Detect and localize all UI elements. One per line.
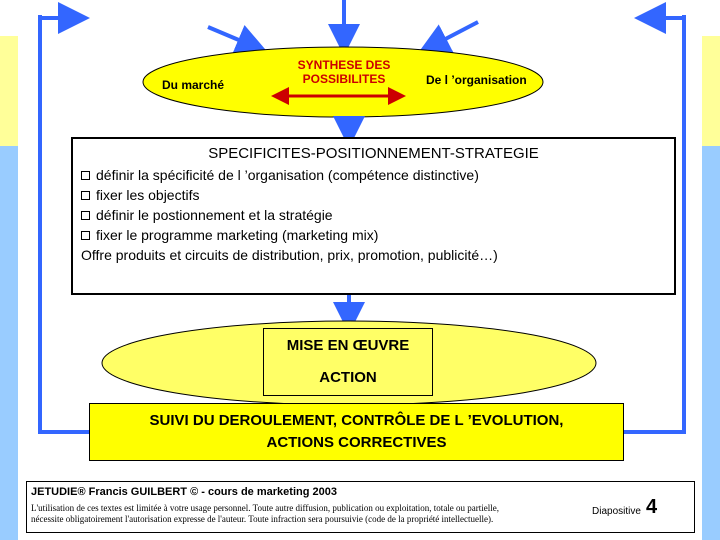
- label-de-organisation: De l ’organisation: [426, 73, 527, 87]
- spec-item-3: définir le postionnement et la stratégie: [81, 207, 333, 223]
- checkbox-bullet-icon: [81, 231, 90, 240]
- spec-title: SPECIFICITES-POSITIONNEMENT-STRATEGIE: [208, 145, 539, 162]
- mise-en-oeuvre-box: [263, 328, 433, 396]
- suivi-box: [89, 403, 624, 461]
- spec-item-4: fixer le programme marketing (marketing mix): [81, 227, 378, 243]
- spec-item-1: définir la spécificité de l ’organisation (compétence distinctive): [81, 167, 479, 183]
- top-arrow-left: [208, 27, 253, 46]
- checkbox-bullet-icon: [81, 171, 90, 180]
- label-du-marche: Du marché: [162, 78, 225, 92]
- suivi-line1: SUIVI DU DEROULEMENT, CONTRÔLE DE L ’EVOLUTION,: [149, 412, 564, 429]
- suivi-line2: ACTIONS CORRECTIVES: [266, 434, 447, 451]
- left-side-bar-bottom: [0, 146, 18, 540]
- spec-item-2: fixer les objectifs: [81, 187, 199, 203]
- footer-credit: JETUDIE® Francis GUILBERT © - cours de marketing 2003: [31, 486, 337, 498]
- mise-line1: MISE EN ŒUVRE: [286, 337, 410, 354]
- footer-legal-line1: L'utilisation de ces textes est limitée à votre usage personnel. Toute autre diffusion, publication ou exploitation, totale ou partielle,: [31, 503, 500, 513]
- checkbox-bullet-icon: [81, 191, 90, 200]
- footer-box: [26, 481, 695, 533]
- slide-number: 4: [646, 496, 658, 518]
- left-side-bar-top: [0, 36, 18, 146]
- footer-legal-line2: nécessite obligatoirement l'autorisation expresse de l'auteur. Toute infraction sera poursuivie (code de la propriété intellectuelle).: [31, 514, 494, 524]
- checkbox-bullet-icon: [81, 211, 90, 220]
- right-side-bar-top: [702, 36, 720, 146]
- spec-last-line: Offre produits et circuits de distribution, prix, promotion, publicité…): [81, 247, 498, 263]
- label-synthese-line2: POSSIBILITES: [302, 72, 386, 86]
- label-synthese-line1: SYNTHESE DES: [297, 58, 391, 72]
- right-side-bar-bottom: [702, 146, 720, 540]
- spec-box: [71, 137, 676, 295]
- top-arrow-right: [432, 22, 478, 46]
- mise-line2: ACTION: [319, 369, 377, 386]
- slide-label: Diapositive: [592, 506, 641, 517]
